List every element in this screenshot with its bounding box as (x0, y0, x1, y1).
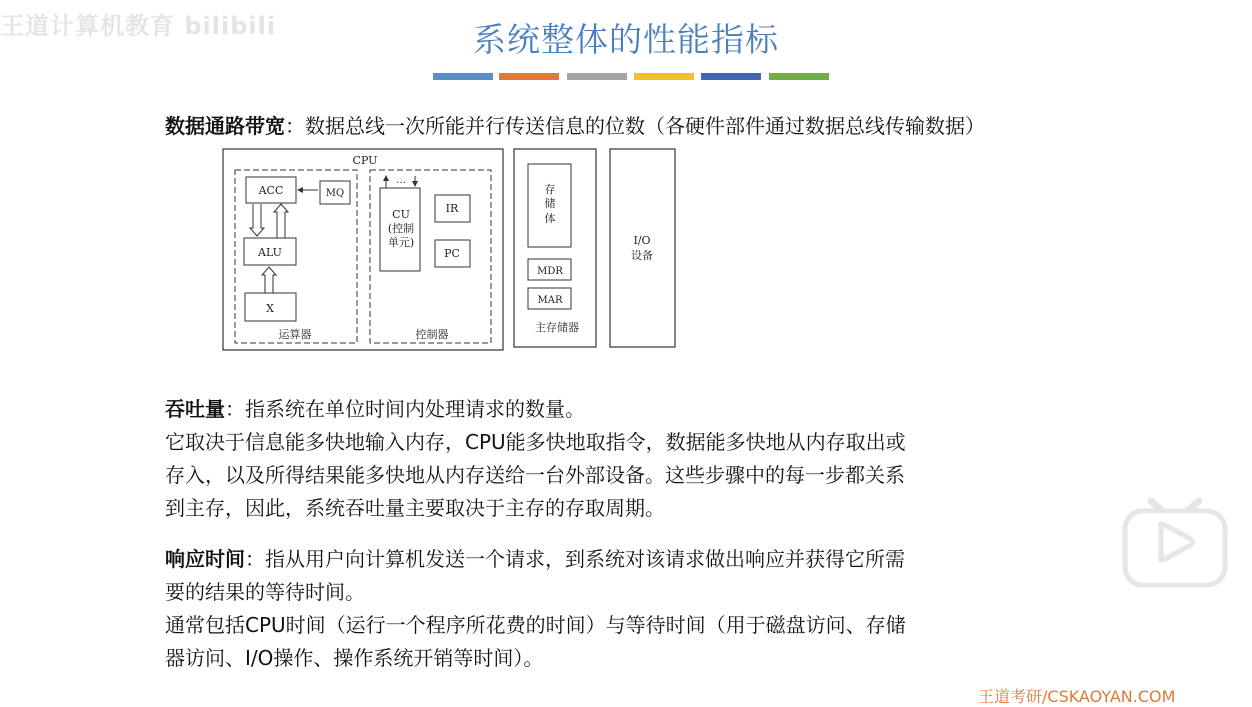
page-title: 系统整体的性能指标 (473, 20, 779, 59)
response-term: 响应时间 (165, 547, 245, 571)
io-label-line1: I/O (633, 234, 651, 247)
throughput-paragraph (165, 393, 906, 525)
throughput-line-3: 到主存，因此，系统吞吐量主要取决于主存的存取周期。 (165, 496, 665, 520)
watermark: 王道计算机教育 bilibili (0, 12, 277, 40)
response-line-0 (165, 543, 906, 576)
ir-label: IR (445, 202, 459, 215)
bandwidth-definition: ：数据总线一次所能并行传送信息的位数（各硬件部件通过数据总线传输数据） (285, 114, 985, 138)
mar-label: MAR (537, 295, 563, 306)
mdr-label: MDR (537, 266, 563, 277)
response-paragraph (165, 543, 906, 675)
throughput-term: 吞吐量 (165, 397, 225, 421)
x-register-label: X (266, 302, 274, 315)
memory-label: 主存储器 (535, 321, 579, 334)
cu-label-line2: (控制 (387, 222, 415, 235)
bottom-watermark: 王道考研/CSKAOYAN.COM (978, 687, 1176, 706)
pc-label: PC (444, 247, 460, 260)
alu-label: ALU (258, 246, 282, 259)
cpu-label: CPU (352, 154, 378, 167)
underline-bar (634, 73, 694, 80)
response-line-1: 要的结果的等待时间。 (165, 580, 365, 604)
title-underline-bars (433, 73, 833, 80)
underline-bar (499, 73, 559, 80)
throughput-definition: ：指系统在单位时间内处理请求的数量。 (225, 397, 585, 421)
bandwidth-paragraph (165, 110, 985, 143)
cu-label-line3: 单元) (387, 236, 415, 249)
cu-label-line1: CU (392, 208, 410, 221)
storage-label-line1: 存 (544, 183, 556, 196)
cu-group-label: 控制器 (415, 328, 449, 341)
underline-bar (567, 73, 627, 80)
data-path-diagram (220, 146, 682, 352)
acc-label: ACC (258, 184, 284, 197)
throughput-line-1: 它取决于信息能多快地输入内存，CPU能多快地取指令，数据能多快地从内存取出或 (165, 430, 906, 454)
response-line-2: 通常包括CPU时间（运行一个程序所花费的时间）与等待时间（用于磁盘访问、存储 (165, 613, 906, 637)
underline-bar (701, 73, 761, 80)
response-line-3: 器访问、I/O操作、操作系统开销等时间）。 (165, 646, 544, 670)
signal-dots: … (396, 175, 406, 186)
bilibili-play-icon[interactable] (1121, 497, 1229, 589)
storage-label-line3: 体 (544, 212, 556, 225)
mq-label: MQ (325, 188, 345, 199)
response-definition: ：指从用户向计算机发送一个请求，到系统对该请求做出响应并获得它所需 (245, 547, 905, 571)
throughput-line-0 (165, 393, 906, 426)
bandwidth-term: 数据通路带宽 (165, 114, 285, 138)
throughput-line-2: 存入，以及所得结果能多快地从内存送给一台外部设备。这些步骤中的每一步都关系 (165, 463, 905, 487)
underline-bar (769, 73, 829, 80)
io-label-line2: 设备 (631, 249, 653, 262)
storage-label-line2: 储 (544, 197, 556, 210)
underline-bar (433, 73, 493, 80)
alu-group-label: 运算器 (278, 328, 312, 341)
